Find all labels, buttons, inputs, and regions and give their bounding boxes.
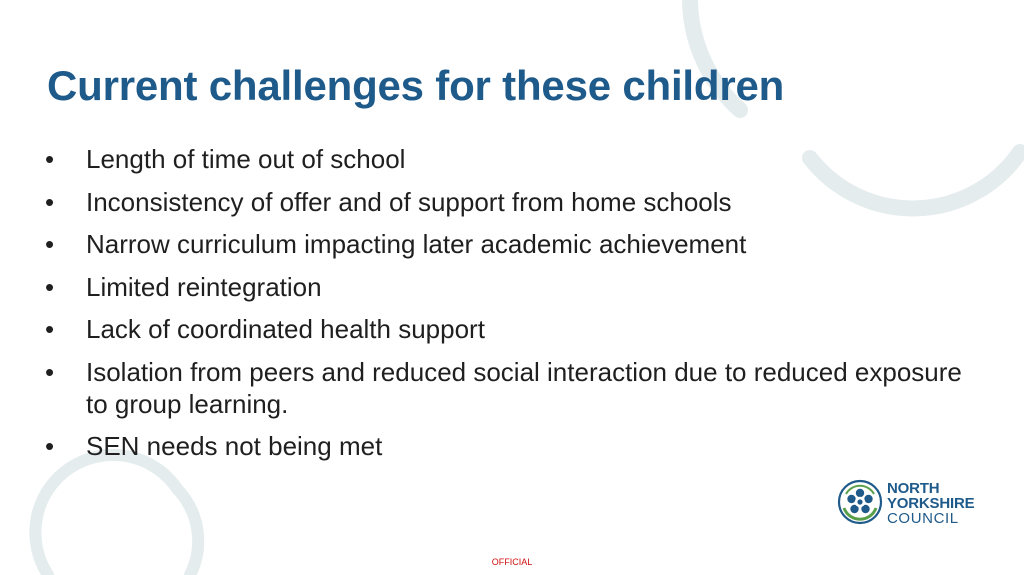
bullet-item (45, 228, 985, 260)
logo-line-yorkshire: YORKSHIRE (887, 495, 975, 512)
bullet-text: SEN needs not being met (86, 431, 383, 461)
bullet-text: Narrow curriculum impacting later academic achievement (86, 229, 747, 259)
bullet-list (45, 143, 985, 473)
bullet-text: Lack of coordinated health support (86, 314, 485, 344)
bullet-point-icon: • (45, 229, 55, 259)
bullet-point-icon: • (45, 431, 55, 461)
logo-line-council: COUNCIL (887, 510, 959, 527)
bullet-point-icon: • (45, 356, 55, 387)
bullet-point-icon: • (45, 144, 55, 174)
security-classification-label: OFFICIAL (491, 557, 533, 567)
bullet-item (45, 186, 985, 218)
bullet-point-icon: • (45, 314, 55, 344)
bullet-text: Inconsistency of offer and of support from home schools (86, 186, 732, 217)
north-yorkshire-council-logo (836, 478, 986, 530)
bullet-item (45, 313, 985, 345)
bullet-text: Isolation from peers and reduced social interaction due to reduced exposure to group learning. (86, 356, 962, 419)
bullet-item (45, 143, 985, 175)
bullet-text: Length of time out of school (86, 144, 406, 174)
rose-emblem-icon (836, 478, 884, 526)
bullet-point-icon: • (45, 186, 55, 217)
bullet-point-icon: • (45, 271, 55, 302)
logo-wordmark (887, 481, 974, 526)
bullet-text: Limited reintegration (86, 271, 322, 302)
bullet-item (45, 430, 985, 462)
bullet-item (45, 271, 985, 303)
slide-title: Current challenges for these children (47, 62, 785, 109)
bullet-item (45, 356, 985, 420)
logo-line-north: NORTH (887, 480, 940, 497)
